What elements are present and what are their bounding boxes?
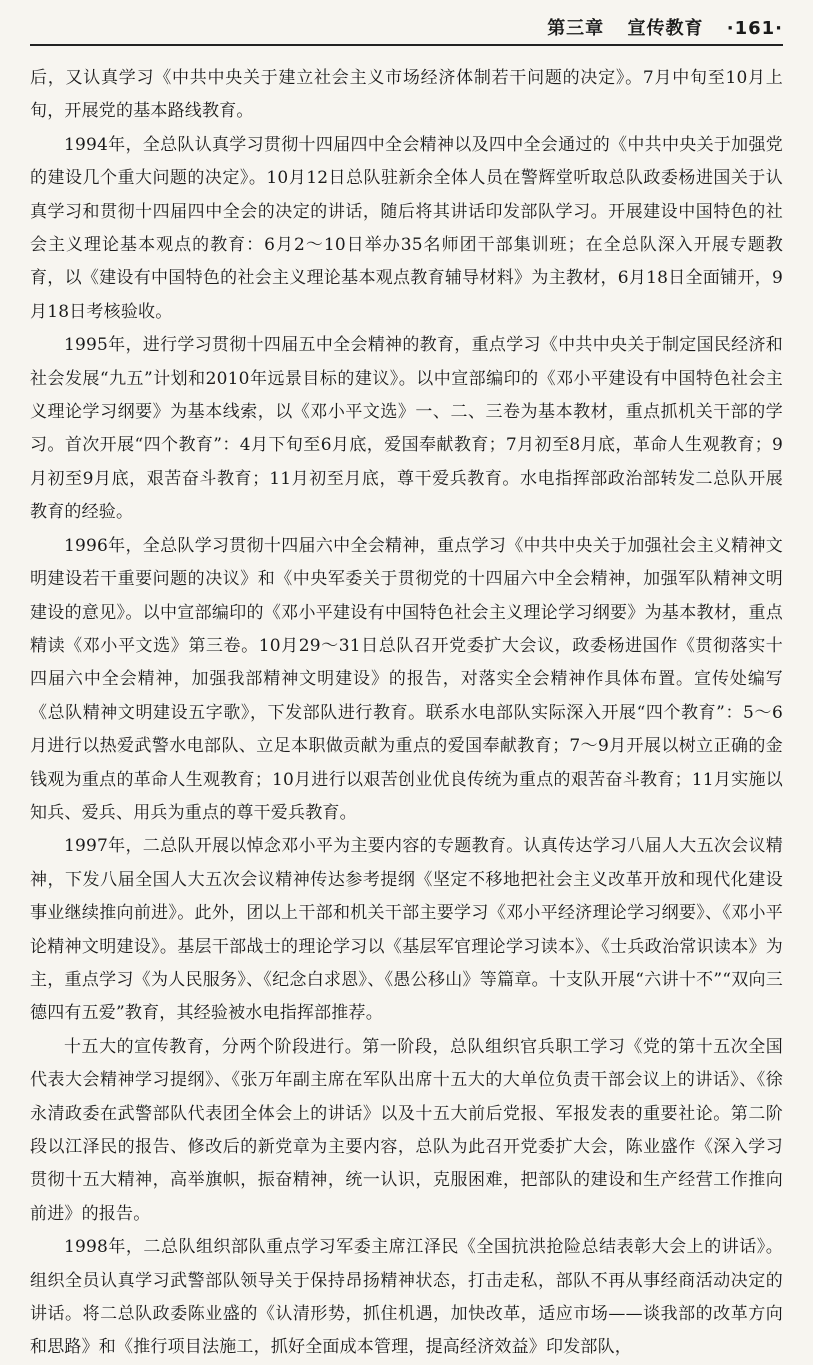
paragraph-1995: 1995年，进行学习贯彻十四届五中全会精神的教育，重点学习《中共中央关于制定国民经济和社会发展“九五”计划和2010年远景目标的建议》。以中宣部编印的《邓小平建设有中国特色社会主义理论学习纲要》为基本线索，以《邓小平文选》一、二、三卷为基本教材，重点抓机关干部的学习。首次开展“四个教育”：4月下旬至6月底，爱国奉献教育；7月初至8月底，革命人生观教育；9月初至9月底，艰苦奋斗教育；11月初至月底，尊干爱兵教育。水电指挥部政治部转发二总队开展教育的经验。 xyxy=(30,335,783,523)
page-number: ·161· xyxy=(726,18,783,39)
paragraph-1996: 1996年，全总队学习贯彻十四届六中全会精神，重点学习《中共中央关于加强社会主义精神文明建设若干重要问题的决议》和《中央军委关于贯彻党的十四届六中全会精神，加强军队精神文明建设的意见》。以中宣部编印的《邓小平建设有中国特色社会主义理论学习纲要》为基本教材，重点精读《邓小平文选》第三卷。10月29～31日总队召开党委扩大会议，政委杨进国作《贯彻落实十四届六中全会精神，加强我部精神文明建设》的报告，对落实全会精神作具体布置。宣传处编写《总队精神文明建设五字歌》，下发部队进行教育。联系水电部队实际深入开展“四个教育”：5～6月进行以热爱武警水电部队、立足本职做贡献为重点的爱国奉献教育；7～9月开展以树立正确的金钱观为重点的革命人生观教育；10月进行以艰苦创业优良传统为重点的艰苦奋斗教育；11月实施以知兵、爱兵、用兵为重点的尊干爱兵教育。 xyxy=(30,535,783,823)
paragraph-1997: 1997年，二总队开展以悼念邓小平为主要内容的专题教育。认真传达学习八届人大五次会议精神，下发八届全国人大五次会议精神传达参考提纲《坚定不移地把社会主义改革开放和现代化建设事业继续推向前进》。此外，团以上干部和机关干部主要学习《邓小平经济理论学习纲要》、《邓小平论精神文明建设》。基层干部战士的理论学习以《基层军官理论学习读本》、《士兵政治常识读本》为主，重点学习《为人民服务》、《纪念白求恩》、《愚公移山》等篇章。十支队开展“六讲十不”“双向三德四有五爱”教育，其经验被水电指挥部推荐。 xyxy=(30,836,783,1024)
paragraph-continued: 后，又认真学习《中共中央关于建立社会主义市场经济体制若干问题的决定》。7月中旬至10月上旬，开展党的基本路线教育。 xyxy=(30,68,783,122)
running-header xyxy=(30,16,783,46)
header-text xyxy=(547,14,783,40)
paragraph-1998: 1998年，二总队组织部队重点学习军委主席江泽民《全国抗洪抢险总结表彰大会上的讲话》。组织全员认真学习武警部队领导关于保持昂扬精神状态，打击走私，部队不再从事经商活动决定的讲话。将二总队政委陈业盛的《认清形势，抓住机遇，加快改革，适应市场——谈我部的改革方向和思路》和《推行项目法施工，抓好全面成本管理，提高经济效益》印发部队， xyxy=(30,1237,783,1358)
section-title: 宣传教育 xyxy=(627,18,704,39)
paragraph-fifteenth-congress: 十五大的宣传教育，分两个阶段进行。第一阶段，总队组织官兵职工学习《党的第十五次全国代表大会精神学习提纲》、《张万年副主席在军队出席十五大的大单位负责干部会议上的讲话》、《徐永清政委在武警部队代表团全体会上的讲话》以及十五大前后党报、军报发表的重要社论。第二阶段以江泽民的报告、修改后的新党章为主要内容，总队为此召开党委扩大会，陈业盛作《深入学习贯彻十五大精神，高举旗帜，振奋精神，统一认识，克服困难，把部队的建设和生产经营工作推向前进》的报告。 xyxy=(30,1036,783,1224)
paragraph-1994: 1994年，全总队认真学习贯彻十四届四中全会精神以及四中全会通过的《中共中央关于加强党的建设几个重大问题的决定》。10月12日总队驻新余全体人员在警辉堂听取总队政委杨进国关于认真学习和贯彻十四届四中全会的决定的讲话，随后将其讲话印发部队学习。开展建设中国特色的社会主义理论基本观点的教育：6月2～10日举办35名师团干部集训班；在全总队深入开展专题教育，以《建设有中国特色的社会主义理论基本观点教育辅导材料》为主教材，6月18日全面铺开，9月18日考核验收。 xyxy=(30,134,783,322)
body-text xyxy=(30,62,783,1358)
chapter-label: 第三章 xyxy=(547,18,605,39)
